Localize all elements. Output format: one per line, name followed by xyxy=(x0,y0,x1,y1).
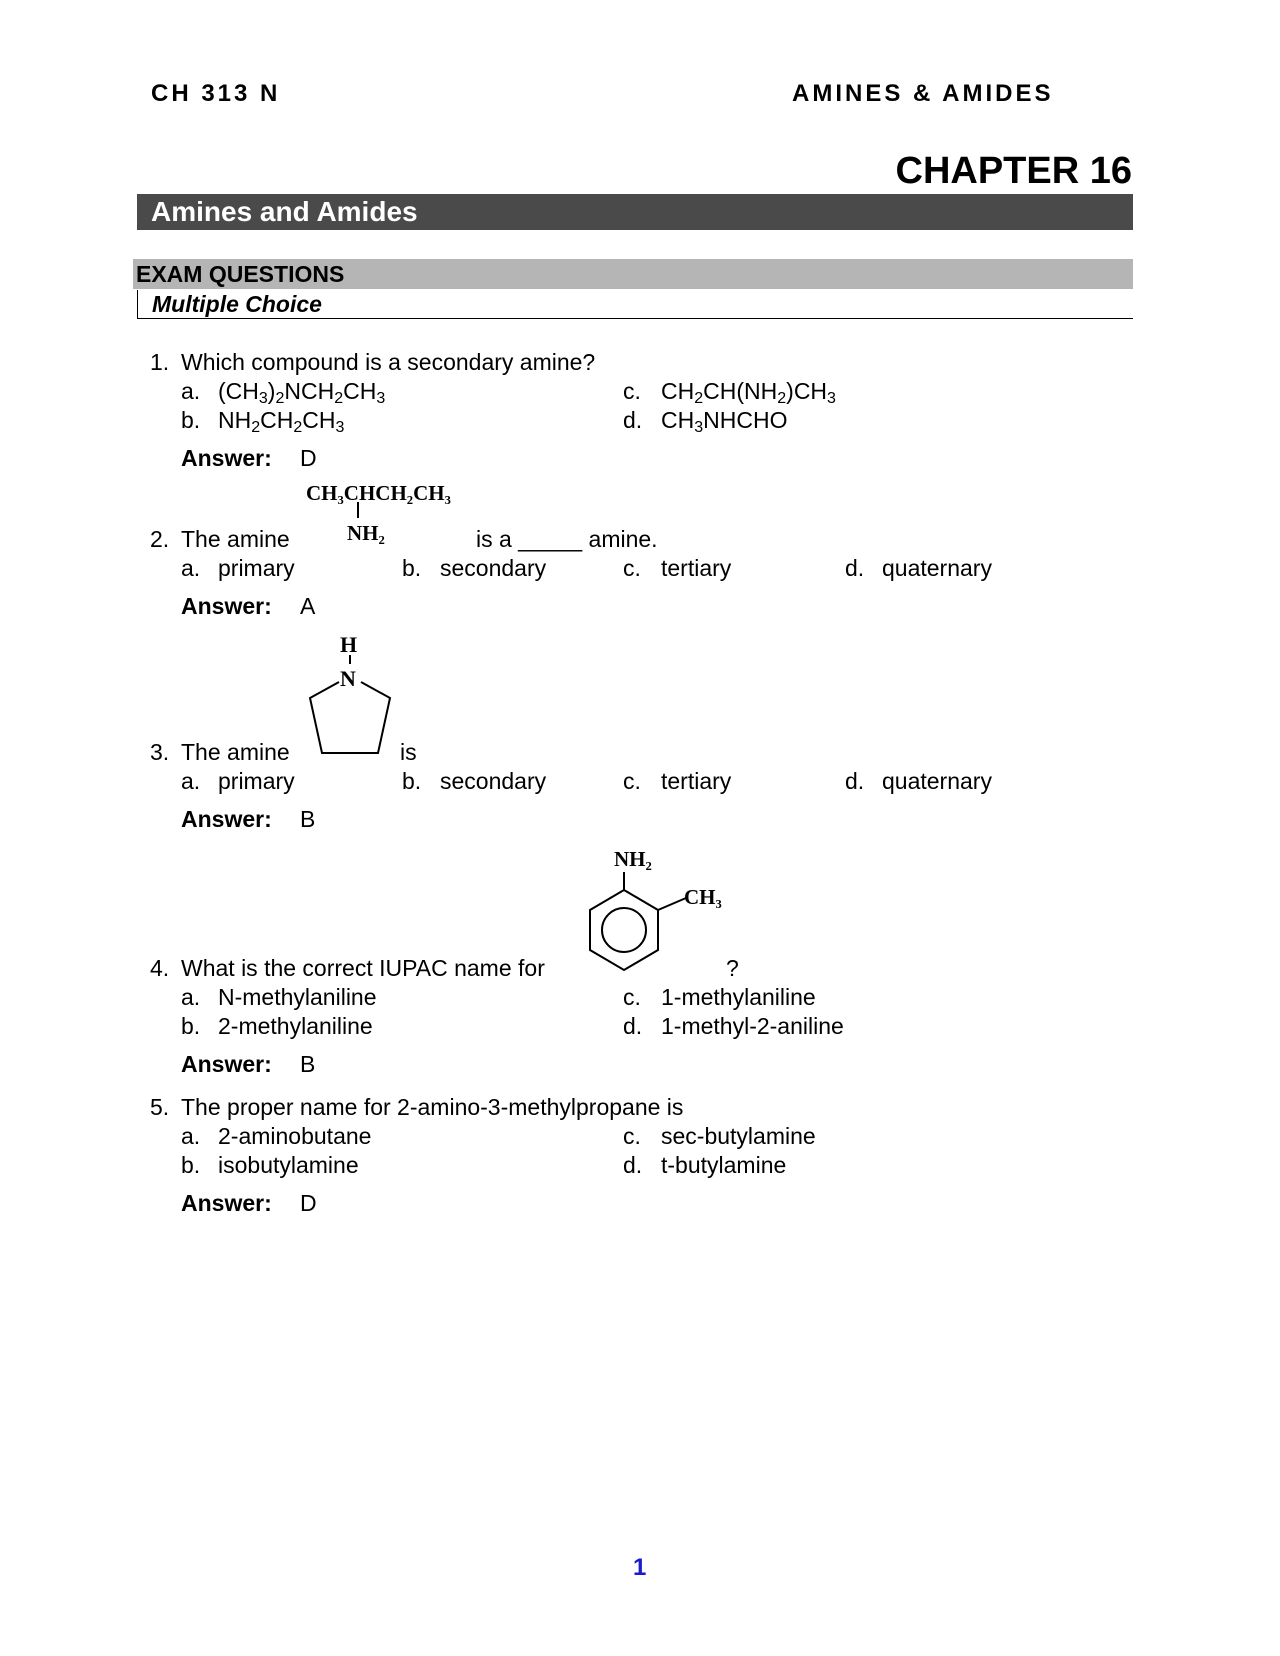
structure-amino-label: NH₂ xyxy=(347,521,385,544)
option-letter: c. xyxy=(623,984,641,1010)
question-stem-end: is xyxy=(400,739,417,765)
topic-header: AMINES & AMIDES xyxy=(792,80,1054,107)
option-text: t-butylamine xyxy=(661,1152,787,1178)
option-text: primary xyxy=(218,555,295,581)
option-text: 2-methylaniline xyxy=(218,1013,373,1039)
option-text: $CH_2CH(NH_2)CH_3$ xyxy=(661,378,836,407)
option-text: tertiary xyxy=(661,555,732,581)
option-letter: d. xyxy=(623,1152,643,1178)
option-text: $CH_3NHCHO$ xyxy=(661,407,788,436)
option-text: sec-butylamine xyxy=(661,1123,816,1149)
sec-butylamine-structure xyxy=(300,480,480,544)
option-text: 1-methylaniline xyxy=(661,984,816,1010)
ring-bonds xyxy=(310,682,390,753)
question-stem-end: is a _____ amine. xyxy=(476,526,658,552)
structure-hydrogen-label: H xyxy=(340,632,358,657)
answer-value: A xyxy=(300,593,316,619)
question-number: 3. xyxy=(150,739,170,765)
multiple-choice-heading: Multiple Choice xyxy=(137,290,1133,319)
option-letter: c. xyxy=(623,1123,641,1149)
aromatic-circle xyxy=(602,908,646,952)
option-text: 1-methyl-2-aniline xyxy=(661,1013,844,1039)
option-text: $NH_2CH_2CH_3$ xyxy=(218,407,345,436)
option-text: quaternary xyxy=(882,555,992,581)
option-letter: a. xyxy=(181,1123,201,1149)
option-letter: b. xyxy=(181,1152,201,1178)
question-stem-end: ? xyxy=(726,955,739,981)
answer-value: D xyxy=(300,1190,317,1216)
option-letter: c. xyxy=(623,555,641,581)
question-stem-start: The amine xyxy=(181,739,290,765)
chapter-title: CHAPTER 16 xyxy=(895,150,1132,192)
option-letter: a. xyxy=(181,984,201,1010)
answer-label: Answer: xyxy=(181,1190,272,1216)
structure-chain-label: CH₃CHCH₂CH₃ xyxy=(306,481,451,505)
question-stem: Which compound is a secondary amine? xyxy=(181,349,596,375)
answer-value: D xyxy=(300,445,317,471)
option-letter: a. xyxy=(181,555,201,581)
structure-amino-label: NH₂ xyxy=(614,847,652,871)
answer-label: Answer: xyxy=(181,593,272,619)
question-stem-start: The amine xyxy=(181,526,290,552)
option-text: secondary xyxy=(440,768,547,794)
option-text: primary xyxy=(218,768,295,794)
option-letter: d. xyxy=(845,768,865,794)
answer-label: Answer: xyxy=(181,806,272,832)
option-text: isobutylamine xyxy=(218,1152,359,1178)
option-letter: b. xyxy=(181,407,201,433)
bond-line xyxy=(658,898,686,910)
answer-label: Answer: xyxy=(181,445,272,471)
question-number: 4. xyxy=(150,955,170,981)
answer-label: Answer: xyxy=(181,1051,272,1077)
benzene-ring xyxy=(590,890,658,970)
option-letter: c. xyxy=(623,768,641,794)
question-number: 1. xyxy=(150,349,170,375)
question-stem: The proper name for 2-amino-3-methylpropane is xyxy=(181,1094,684,1120)
question-stem-start: What is the correct IUPAC name for xyxy=(181,955,545,981)
structure-nitrogen-label: N xyxy=(340,666,356,691)
option-letter: a. xyxy=(181,378,201,404)
pyrrolidine-structure xyxy=(300,630,400,760)
option-letter: b. xyxy=(402,555,422,581)
answer-value: B xyxy=(300,1051,316,1077)
option-letter: d. xyxy=(623,407,643,433)
question-number: 2. xyxy=(150,526,170,552)
option-text: 2-aminobutane xyxy=(218,1123,372,1149)
structure-methyl-label: CH₃ xyxy=(684,885,722,909)
option-letter: b. xyxy=(402,768,422,794)
option-letter: b. xyxy=(181,1013,201,1039)
option-text: secondary xyxy=(440,555,547,581)
option-text: $(CH_3)_2NCH_2CH_3$ xyxy=(218,378,386,407)
option-letter: c. xyxy=(623,378,641,404)
option-text: quaternary xyxy=(882,768,992,794)
option-text: N-methylaniline xyxy=(218,984,377,1010)
exam-questions-heading: EXAM QUESTIONS xyxy=(133,259,1133,289)
section-title: Amines and Amides xyxy=(137,194,1133,230)
option-letter: d. xyxy=(845,555,865,581)
o-toluidine-structure xyxy=(580,842,740,978)
page-number: 1 xyxy=(633,1554,647,1581)
option-letter: d. xyxy=(623,1013,643,1039)
answer-value: B xyxy=(300,806,316,832)
option-text: tertiary xyxy=(661,768,732,794)
option-letter: a. xyxy=(181,768,201,794)
question-number: 5. xyxy=(150,1094,170,1120)
course-code: CH 313 N xyxy=(151,80,281,107)
